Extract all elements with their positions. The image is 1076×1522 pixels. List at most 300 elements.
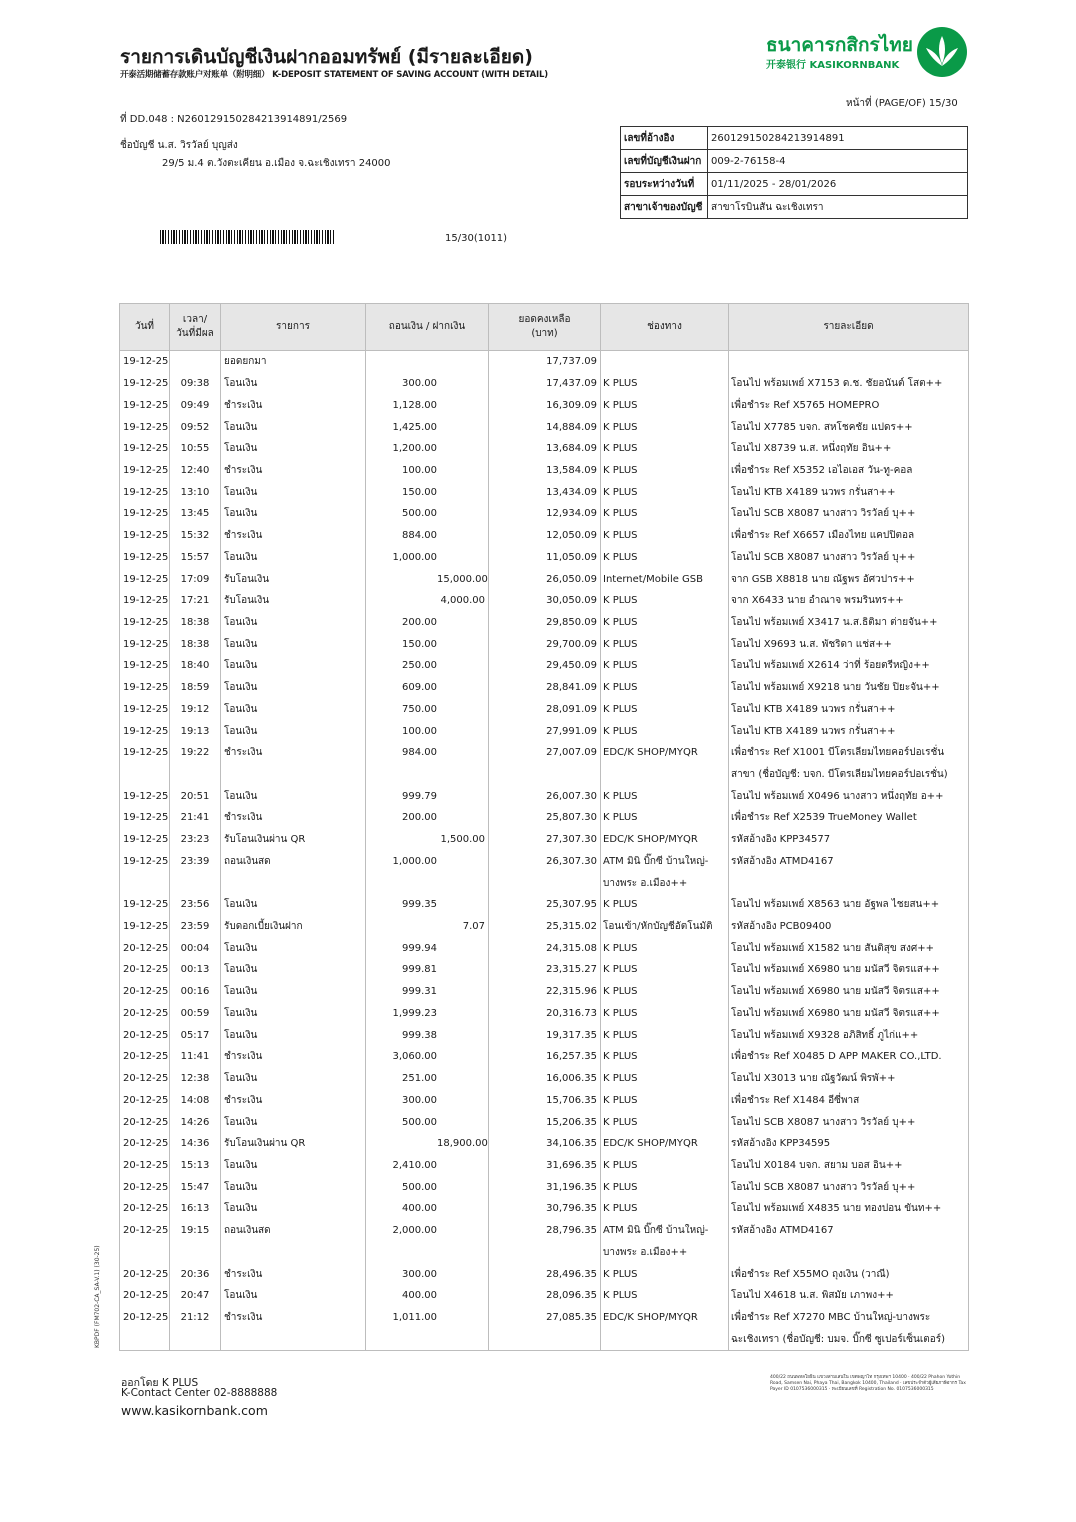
txn-withdraw: 150.00 <box>402 486 437 498</box>
txn-date: 19-12-25 <box>120 785 170 807</box>
txn-balance: 25,307.95 <box>489 894 601 916</box>
txn-type: ชำระเงิน <box>221 1307 366 1329</box>
txn-type: โอนเงิน <box>221 438 366 460</box>
txn-balance: 15,206.35 <box>489 1111 601 1133</box>
info-label: สาขาเจ้าของบัญชี <box>621 196 708 219</box>
txn-amount <box>366 851 489 873</box>
txn-channel: K PLUS <box>601 937 729 959</box>
txn-balance: 31,696.35 <box>489 1155 601 1177</box>
txn-amount <box>366 503 489 525</box>
txn-detail: โอนไป X9693 น.ส. พัชริดา แช่ส++ <box>729 633 969 655</box>
table-row <box>120 937 969 959</box>
txn-amount <box>366 1046 489 1068</box>
txn-detail: จาก X6433 นาย อำณาจ พรมรินทร++ <box>729 590 969 612</box>
info-value: สาขาโรบินสัน ฉะเชิงเทรา <box>708 196 968 219</box>
txn-detail: โอนไป พร้อมเพย์ X1582 นาย สันติสุข สงศ++ <box>729 937 969 959</box>
txn-type <box>221 1328 366 1350</box>
txn-date: 19-12-25 <box>120 481 170 503</box>
txn-amount <box>366 568 489 590</box>
txn-type: ถอนเงินสด <box>221 851 366 873</box>
txn-date: 19-12-25 <box>120 894 170 916</box>
txn-detail: โอนไป พร้อมเพย์ X4835 นาย ทองปอน ขันท++ <box>729 1198 969 1220</box>
txn-date: 20-12-25 <box>120 1046 170 1068</box>
txn-balance: 26,007.30 <box>489 785 601 807</box>
txn-balance: 30,796.35 <box>489 1198 601 1220</box>
txn-withdraw: 999.35 <box>402 899 437 911</box>
txn-time: 12:38 <box>170 1068 221 1090</box>
txn-date: 20-12-25 <box>120 1089 170 1111</box>
info-row <box>621 196 968 219</box>
txn-withdraw: 100.00 <box>402 725 437 737</box>
txn-amount <box>366 1068 489 1090</box>
txn-amount <box>366 438 489 460</box>
txn-channel: โอนเข้า/หักบัญชีอัตโนมัติ <box>601 916 729 938</box>
table-row <box>120 590 969 612</box>
txn-time <box>170 872 221 894</box>
account-name: ชื่อบัญชี น.ส. วิรวัลย์ บุญส่ง <box>120 140 238 151</box>
txn-amount <box>366 1155 489 1177</box>
txn-type: รับโอนเงิน <box>221 590 366 612</box>
txn-amount <box>366 1133 489 1155</box>
table-row <box>120 1220 969 1242</box>
txn-balance: 23,315.27 <box>489 959 601 981</box>
txn-type: โอนเงิน <box>221 937 366 959</box>
txn-balance: 29,700.09 <box>489 633 601 655</box>
txn-balance: 34,106.35 <box>489 1133 601 1155</box>
barcode-code: 15/30(1011) <box>445 233 508 244</box>
txn-detail: เพื่อชำระ Ref X2539 TrueMoney Wallet <box>729 807 969 829</box>
txn-amount <box>366 764 489 786</box>
statement-title-thai: รายการเดินบัญชีเงินฝากออมทรัพย์ (มีรายละเอียด) <box>120 46 533 68</box>
table-row <box>120 1155 969 1177</box>
bank-name-english: 开泰银行 KASIKORNBANK <box>766 60 900 71</box>
table-row <box>120 394 969 416</box>
txn-type: โอนเงิน <box>221 785 366 807</box>
txn-balance: 27,007.09 <box>489 742 601 764</box>
table-row <box>120 1176 969 1198</box>
statement-title-english: 开泰活期储蓄存款账户对账单（附明细） K-DEPOSIT STATEMENT OF SAVING ACCOUNT (WITH DETAIL) <box>120 70 548 80</box>
txn-detail: โอนไป X0184 บจก. สยาม บอส อิน++ <box>729 1155 969 1177</box>
txn-time: 19:15 <box>170 1220 221 1242</box>
txn-date: 19-12-25 <box>120 742 170 764</box>
txn-balance: 27,991.09 <box>489 720 601 742</box>
txn-amount <box>366 633 489 655</box>
txn-date: 20-12-25 <box>120 1285 170 1307</box>
txn-type: รับดอกเบี้ยเงินฝาก <box>221 916 366 938</box>
txn-date: 19-12-25 <box>120 916 170 938</box>
txn-amount <box>366 1089 489 1111</box>
txn-amount <box>366 807 489 829</box>
txn-balance: 28,091.09 <box>489 699 601 721</box>
txn-detail <box>729 1241 969 1263</box>
txn-channel: K PLUS <box>601 525 729 547</box>
table-row <box>120 764 969 786</box>
txn-type: โอนเงิน <box>221 612 366 634</box>
txn-channel: K PLUS <box>601 785 729 807</box>
txn-time: 19:22 <box>170 742 221 764</box>
txn-time: 16:13 <box>170 1198 221 1220</box>
txn-withdraw: 2,000.00 <box>392 1225 437 1237</box>
txn-type <box>221 764 366 786</box>
table-row <box>120 1198 969 1220</box>
txn-balance: 16,309.09 <box>489 394 601 416</box>
txn-detail: รหัสอ้างอิง ATMD4167 <box>729 851 969 873</box>
txn-channel: EDC/K SHOP/MYQR <box>601 1307 729 1329</box>
info-label: เลขที่อ้างอิง <box>621 127 708 150</box>
txn-type: โอนเงิน <box>221 959 366 981</box>
txn-withdraw: 150.00 <box>402 638 437 650</box>
table-row <box>120 1089 969 1111</box>
footer-bank-address: 400/22 ถนนพหลโยธิน แขวงสามเสนใน เขตพญาไท กรุงเทพฯ 10400 · 400/22 Phahon Yothin Road, Samsen Nai, Phaya Thai, Bangkok 10400, Thailand · เลขประจำตัวผู้เสียภาษีอากร Tax Payer ID 0107536000315 · ทะเบียนเลขที่ Registration No. 0107536000315 <box>770 1375 966 1392</box>
txn-detail: โอนไป พร้อมเพย์ X6980 นาย มนัสวี จิตรแส++ <box>729 959 969 981</box>
txn-type: ชำระเงิน <box>221 394 366 416</box>
txn-time <box>170 1241 221 1263</box>
txn-date <box>120 1328 170 1350</box>
txn-type: โอนเงิน <box>221 1285 366 1307</box>
txn-channel: K PLUS <box>601 981 729 1003</box>
txn-withdraw: 999.79 <box>402 790 437 802</box>
txn-detail: โอนไป พร้อมเพย์ X8563 นาย อัฐพล ไชยสน++ <box>729 894 969 916</box>
info-label: เลขที่บัญชีเงินฝาก <box>621 150 708 173</box>
txn-amount <box>366 677 489 699</box>
txn-type: โอนเงิน <box>221 1003 366 1025</box>
txn-channel: K PLUS <box>601 1198 729 1220</box>
txn-detail: รหัสอ้างอิง ATMD4167 <box>729 1220 969 1242</box>
txn-date: 19-12-25 <box>120 655 170 677</box>
txn-detail: เพื่อชำระ Ref X7270 MBC บ้านใหญ่-บางพระ <box>729 1307 969 1329</box>
txn-balance: 25,315.02 <box>489 916 601 938</box>
txn-balance: 28,841.09 <box>489 677 601 699</box>
table-row <box>120 829 969 851</box>
txn-deposit: 4,000.00 <box>440 595 485 607</box>
txn-amount <box>366 1307 489 1329</box>
txn-date: 19-12-25 <box>120 351 170 373</box>
txn-time: 09:38 <box>170 373 221 395</box>
txn-amount <box>366 742 489 764</box>
txn-balance: 25,807.30 <box>489 807 601 829</box>
txn-channel: K PLUS <box>601 590 729 612</box>
txn-withdraw: 251.00 <box>402 1073 437 1085</box>
txn-time: 14:36 <box>170 1133 221 1155</box>
txn-channel: K PLUS <box>601 1003 729 1025</box>
txn-channel: ATM มินิ บิ๊กซี บ้านใหญ่- <box>601 1220 729 1242</box>
col-type-header: รายการ <box>221 304 366 351</box>
txn-detail: ฉะเชิงเทรา (ชื่อบัญชี: บมจ. บิ๊กซี ซูเปอร์เซ็นเตอร์) <box>729 1328 969 1350</box>
txn-detail: รหัสอ้างอิง KPP34577 <box>729 829 969 851</box>
txn-detail: โอนไป SCB X8087 นางสาว วิรวัลย์ บุ++ <box>729 503 969 525</box>
txn-balance: 20,316.73 <box>489 1003 601 1025</box>
txn-date: 20-12-25 <box>120 1176 170 1198</box>
table-row <box>120 481 969 503</box>
txn-time: 09:49 <box>170 394 221 416</box>
txn-date: 20-12-25 <box>120 1003 170 1025</box>
txn-detail: โอนไป พร้อมเพย์ X9328 อภิสิทธิ์ ภูไก่แ++ <box>729 1024 969 1046</box>
txn-amount <box>366 460 489 482</box>
txn-time: 23:56 <box>170 894 221 916</box>
txn-time: 15:47 <box>170 1176 221 1198</box>
txn-amount <box>366 546 489 568</box>
txn-balance: 26,050.09 <box>489 568 601 590</box>
txn-type: ชำระเงิน <box>221 460 366 482</box>
txn-time: 23:59 <box>170 916 221 938</box>
table-row <box>120 503 969 525</box>
txn-time: 00:04 <box>170 937 221 959</box>
txn-amount <box>366 1220 489 1242</box>
txn-detail: โอนไป พร้อมเพย์ X7153 ด.ช. ชัยอนันต์ โสต++ <box>729 373 969 395</box>
txn-amount <box>366 416 489 438</box>
txn-time: 09:52 <box>170 416 221 438</box>
txn-type: ชำระเงิน <box>221 1263 366 1285</box>
txn-amount <box>366 829 489 851</box>
txn-withdraw: 200.00 <box>402 616 437 628</box>
txn-time: 05:17 <box>170 1024 221 1046</box>
txn-withdraw: 300.00 <box>402 1094 437 1106</box>
txn-balance: 31,196.35 <box>489 1176 601 1198</box>
table-row <box>120 568 969 590</box>
txn-type: โอนเงิน <box>221 1068 366 1090</box>
txn-type: โอนเงิน <box>221 1024 366 1046</box>
txn-channel: K PLUS <box>601 503 729 525</box>
txn-channel: K PLUS <box>601 1263 729 1285</box>
txn-date: 19-12-25 <box>120 460 170 482</box>
txn-balance: 15,706.35 <box>489 1089 601 1111</box>
txn-time: 18:59 <box>170 677 221 699</box>
txn-detail: รหัสอ้างอิง KPP34595 <box>729 1133 969 1155</box>
txn-date: 19-12-25 <box>120 546 170 568</box>
info-row <box>621 150 968 173</box>
txn-time: 21:41 <box>170 807 221 829</box>
txn-detail: โอนไป KTB X4189 นวพร กรั่นสา++ <box>729 699 969 721</box>
txn-amount <box>366 351 489 373</box>
page-indicator: หน้าที่ (PAGE/OF) 15/30 <box>846 98 958 109</box>
table-row <box>120 655 969 677</box>
txn-balance: 19,317.35 <box>489 1024 601 1046</box>
txn-withdraw: 1,000.00 <box>392 551 437 563</box>
txn-withdraw: 999.31 <box>402 986 437 998</box>
txn-type <box>221 1241 366 1263</box>
txn-withdraw: 500.00 <box>402 1116 437 1128</box>
txn-channel: K PLUS <box>601 394 729 416</box>
txn-date: 19-12-25 <box>120 568 170 590</box>
txn-time: 17:21 <box>170 590 221 612</box>
txn-balance <box>489 764 601 786</box>
table-row <box>120 916 969 938</box>
txn-withdraw: 884.00 <box>402 530 437 542</box>
txn-amount <box>366 394 489 416</box>
txn-channel: บางพระ อ.เมือง++ <box>601 1241 729 1263</box>
txn-withdraw: 200.00 <box>402 812 437 824</box>
txn-type: โอนเงิน <box>221 699 366 721</box>
txn-time <box>170 764 221 786</box>
table-row <box>120 1328 969 1350</box>
table-row <box>120 872 969 894</box>
table-row <box>120 1024 969 1046</box>
transaction-table <box>119 303 969 1351</box>
txn-channel: K PLUS <box>601 655 729 677</box>
txn-detail <box>729 351 969 373</box>
txn-deposit: 1,500.00 <box>440 834 485 846</box>
txn-date: 20-12-25 <box>120 1068 170 1090</box>
txn-withdraw: 3,060.00 <box>392 1051 437 1063</box>
txn-detail: โอนไป SCB X8087 นางสาว วิรวัลย์ บุ++ <box>729 546 969 568</box>
txn-amount <box>366 590 489 612</box>
txn-detail: โอนไป X3013 นาย ณัฐวัฒน์ พิรพั++ <box>729 1068 969 1090</box>
txn-type: โอนเงิน <box>221 503 366 525</box>
txn-date: 20-12-25 <box>120 1198 170 1220</box>
txn-type: โอนเงิน <box>221 894 366 916</box>
txn-detail: โอนไป พร้อมเพย์ X9218 นาย วันชัย ปิยะจัน++ <box>729 677 969 699</box>
txn-date: 19-12-25 <box>120 416 170 438</box>
txn-date: 20-12-25 <box>120 981 170 1003</box>
txn-type: รับโอนเงินผ่าน QR <box>221 829 366 851</box>
txn-balance: 13,684.09 <box>489 438 601 460</box>
txn-channel: K PLUS <box>601 1089 729 1111</box>
txn-detail: โอนไป พร้อมเพย์ X3417 น.ส.ธิติมา ต่ายจัน++ <box>729 612 969 634</box>
txn-amount <box>366 525 489 547</box>
txn-time: 12:40 <box>170 460 221 482</box>
txn-time <box>170 351 221 373</box>
txn-time: 00:13 <box>170 959 221 981</box>
txn-detail: รหัสอ้างอิง PCB09400 <box>729 916 969 938</box>
txn-date: 19-12-25 <box>120 829 170 851</box>
table-row <box>120 720 969 742</box>
table-row <box>120 438 969 460</box>
txn-withdraw: 1,200.00 <box>392 443 437 455</box>
txn-date: 19-12-25 <box>120 373 170 395</box>
txn-detail: โอนไป SCB X8087 นางสาว วิรวัลย์ บุ++ <box>729 1111 969 1133</box>
txn-date: 19-12-25 <box>120 525 170 547</box>
txn-type: โอนเงิน <box>221 1155 366 1177</box>
txn-withdraw: 400.00 <box>402 1203 437 1215</box>
txn-type: โอนเงิน <box>221 1111 366 1133</box>
table-row <box>120 546 969 568</box>
info-row <box>621 173 968 196</box>
document-reference: ที่ DD.048 : N260129150284213914891/2569 <box>120 114 348 125</box>
txn-time: 17:09 <box>170 568 221 590</box>
txn-time: 14:26 <box>170 1111 221 1133</box>
footer-website: www.kasikornbank.com <box>121 1403 268 1418</box>
txn-type: โอนเงิน <box>221 1176 366 1198</box>
txn-type: โอนเงิน <box>221 373 366 395</box>
txn-withdraw: 1,999.23 <box>392 1007 437 1019</box>
txn-balance: 13,584.09 <box>489 460 601 482</box>
txn-balance <box>489 1328 601 1350</box>
txn-date <box>120 1241 170 1263</box>
table-row <box>120 373 969 395</box>
txn-amount <box>366 937 489 959</box>
txn-date: 20-12-25 <box>120 937 170 959</box>
txn-withdraw: 1,000.00 <box>392 855 437 867</box>
table-row <box>120 981 969 1003</box>
table-row <box>120 807 969 829</box>
table-row <box>120 1241 969 1263</box>
table-row <box>120 1111 969 1133</box>
txn-amount <box>366 373 489 395</box>
txn-withdraw: 999.38 <box>402 1029 437 1041</box>
txn-time: 23:23 <box>170 829 221 851</box>
txn-type: โอนเงิน <box>221 981 366 1003</box>
txn-time: 13:45 <box>170 503 221 525</box>
table-row <box>120 959 969 981</box>
txn-type: โอนเงิน <box>221 481 366 503</box>
txn-type: โอนเงิน <box>221 655 366 677</box>
txn-detail: โอนไป พร้อมเพย์ X6980 นาย มนัสวี จิตรแส++ <box>729 1003 969 1025</box>
txn-date: 19-12-25 <box>120 720 170 742</box>
txn-date <box>120 764 170 786</box>
txn-detail: เพื่อชำระ Ref X5352 เอไอเอส วัน-ทู-คอล <box>729 460 969 482</box>
txn-channel: EDC/K SHOP/MYQR <box>601 742 729 764</box>
txn-time: 23:39 <box>170 851 221 873</box>
txn-balance: 17,737.09 <box>489 351 601 373</box>
txn-amount <box>366 1241 489 1263</box>
txn-amount <box>366 1176 489 1198</box>
txn-withdraw: 2,410.00 <box>392 1159 437 1171</box>
table-row <box>120 525 969 547</box>
txn-detail: โอนไป X8739 น.ส. หนึ่งฤทัย อิน++ <box>729 438 969 460</box>
txn-type: ชำระเงิน <box>221 525 366 547</box>
txn-amount <box>366 720 489 742</box>
txn-channel: Internet/Mobile GSB <box>601 568 729 590</box>
txn-detail <box>729 872 969 894</box>
txn-channel: K PLUS <box>601 807 729 829</box>
table-row <box>120 1068 969 1090</box>
txn-detail: โอนไป SCB X8087 นางสาว วิรวัลย์ บุ++ <box>729 1176 969 1198</box>
txn-channel: K PLUS <box>601 699 729 721</box>
txn-balance: 16,257.35 <box>489 1046 601 1068</box>
txn-time: 18:38 <box>170 633 221 655</box>
txn-withdraw: 100.00 <box>402 464 437 476</box>
table-row <box>120 1003 969 1025</box>
table-row <box>120 416 969 438</box>
txn-channel: K PLUS <box>601 416 729 438</box>
table-row <box>120 1263 969 1285</box>
txn-channel: K PLUS <box>601 1068 729 1090</box>
txn-balance: 28,796.35 <box>489 1220 601 1242</box>
table-row <box>120 742 969 764</box>
col-amount-header: ถอนเงิน / ฝากเงิน <box>366 304 489 351</box>
txn-time: 10:55 <box>170 438 221 460</box>
txn-detail: สาขา (ชื่อบัญชี: บจก. บีโตรเลียมไทยคอร์ปอเรชั่น) <box>729 764 969 786</box>
txn-withdraw: 1,128.00 <box>392 399 437 411</box>
txn-withdraw: 1,011.00 <box>392 1311 437 1323</box>
txn-date: 20-12-25 <box>120 1220 170 1242</box>
txn-withdraw: 300.00 <box>402 378 437 390</box>
footer-issued-by: ออกโดย K PLUS <box>121 1377 199 1389</box>
txn-deposit: 15,000.00 <box>437 573 488 585</box>
txn-type: โอนเงิน <box>221 1198 366 1220</box>
txn-date: 20-12-25 <box>120 1155 170 1177</box>
txn-date: 20-12-25 <box>120 1024 170 1046</box>
txn-date: 19-12-25 <box>120 438 170 460</box>
txn-balance <box>489 1241 601 1263</box>
txn-channel: K PLUS <box>601 677 729 699</box>
txn-amount <box>366 1003 489 1025</box>
txn-date: 19-12-25 <box>120 851 170 873</box>
txn-channel: K PLUS <box>601 1024 729 1046</box>
txn-date: 19-12-25 <box>120 503 170 525</box>
txn-channel: K PLUS <box>601 1155 729 1177</box>
txn-amount <box>366 1198 489 1220</box>
txn-amount <box>366 959 489 981</box>
txn-time <box>170 1328 221 1350</box>
txn-amount <box>366 872 489 894</box>
txn-channel: EDC/K SHOP/MYQR <box>601 829 729 851</box>
table-row <box>120 1285 969 1307</box>
txn-detail: โอนไป พร้อมเพย์ X6980 นาย มนัสวี จิตรแส++ <box>729 981 969 1003</box>
txn-time: 20:47 <box>170 1285 221 1307</box>
txn-detail: โอนไป KTB X4189 นวพร กรั่นสา++ <box>729 720 969 742</box>
table-row <box>120 1046 969 1068</box>
